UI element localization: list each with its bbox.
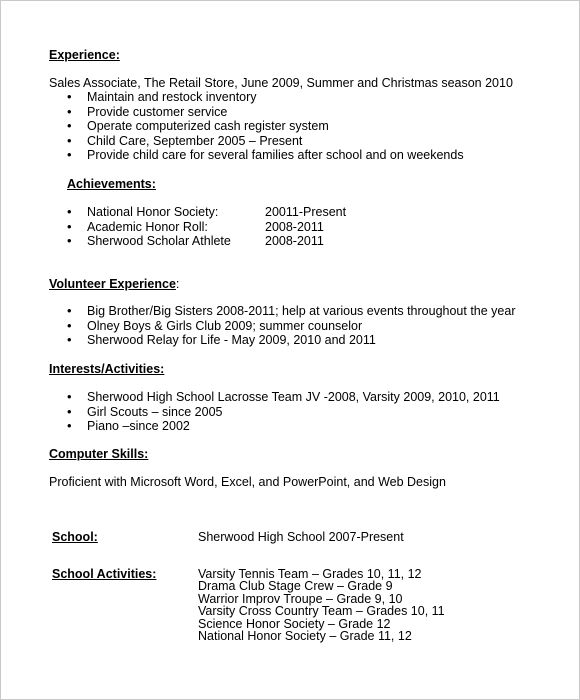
school-value: Sherwood High School 2007-Present — [198, 530, 404, 544]
achievements-list — [67, 205, 397, 249]
list-item: • Child Care, September 2005 – Present — [67, 134, 464, 149]
list-item: • Olney Boys & Girls Club 2009; summer counselor — [67, 319, 516, 334]
achievement-date: 2008-2011 — [265, 219, 324, 234]
list-item: • Sherwood High School Lacrosse Team JV -2008, Varsity 2009, 2010, 2011 — [67, 390, 500, 405]
list-item: Varsity Tennis Team – Grades 10, 11, 12 — [198, 567, 422, 581]
achievements-heading: Achievements: — [67, 177, 156, 191]
list-item: • Provide customer service — [67, 105, 464, 120]
volunteer-heading — [49, 277, 179, 291]
school-activities-list — [198, 568, 445, 642]
list-item: • Maintain and restock inventory — [67, 90, 464, 105]
experience-job-line: Sales Associate, The Retail Store, June 2009, Summer and Christmas season 2010 — [49, 76, 513, 90]
list-item: Science Honor Society – Grade 12 — [198, 616, 391, 631]
list-item: Varsity Cross Country Team – Grades 10, 11 — [198, 604, 445, 619]
computer-skills-text: Proficient with Microsoft Word, Excel, and PowerPoint, and Web Design — [49, 475, 446, 489]
computer-skills-heading: Computer Skills: — [49, 447, 149, 461]
achievement-name: Sherwood Scholar Athlete — [87, 234, 231, 249]
achievement-date: 2008-2011 — [265, 234, 324, 249]
list-item: • Piano –since 2002 — [67, 419, 500, 434]
list-item — [67, 205, 397, 220]
list-item: Drama Club Stage Crew – Grade 9 — [198, 579, 393, 594]
achievement-name: Academic Honor Roll: — [87, 219, 208, 234]
school-activities-heading: School Activities: — [52, 567, 157, 581]
achievement-name: National Honor Society: — [87, 205, 219, 219]
list-item: Warrior Improv Troupe – Grade 9, 10 — [198, 591, 403, 606]
list-item: • Girl Scouts – since 2005 — [67, 405, 500, 420]
interests-heading: Interests/Activities: — [49, 362, 165, 376]
volunteer-bullet-list — [67, 304, 516, 348]
list-item: • Operate computerized cash register system — [67, 119, 464, 134]
volunteer-heading-colon: : — [175, 277, 180, 291]
list-item: • Sherwood Relay for Life - May 2009, 2010 and 2011 — [67, 333, 516, 348]
interests-bullet-list — [67, 390, 500, 434]
list-item: • Big Brother/Big Sisters 2008-2011; help at various events throughout the year — [67, 304, 516, 319]
volunteer-heading-text: Volunteer Experience — [49, 277, 176, 291]
experience-bullet-list — [67, 90, 464, 163]
school-heading: School: — [52, 530, 98, 544]
list-item — [67, 220, 397, 235]
achievement-date: 20011-Present — [265, 205, 347, 219]
list-item — [67, 234, 397, 249]
list-item: • Provide child care for several families after school and on weekends — [67, 148, 464, 163]
list-item: National Honor Society – Grade 11, 12 — [198, 628, 412, 643]
experience-heading: Experience: — [49, 48, 120, 62]
